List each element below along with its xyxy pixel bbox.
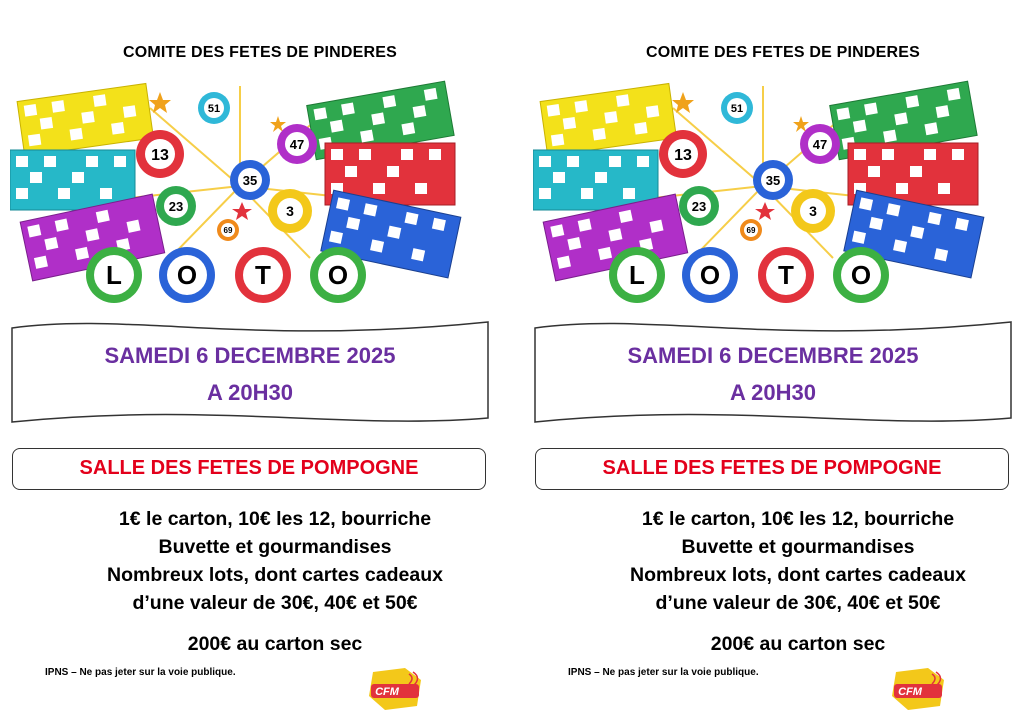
svg-text:35: 35 <box>765 173 781 188</box>
date-banner <box>533 318 1013 430</box>
bingo-balls <box>659 92 840 241</box>
svg-text:L: L <box>629 260 645 290</box>
info-line: 1€ le carton, 10€ les 12, bourriche <box>118 508 432 530</box>
svg-text:O: O <box>176 260 198 290</box>
svg-text:CFM: CFM <box>898 686 922 698</box>
flyer-right <box>533 0 1024 724</box>
svg-text:51: 51 <box>207 103 221 115</box>
svg-text:23: 23 <box>168 199 184 214</box>
svg-text:L: L <box>106 260 122 290</box>
svg-text:51: 51 <box>730 103 744 115</box>
svg-text:O: O <box>699 260 721 290</box>
svg-text:T: T <box>778 260 794 290</box>
svg-text:3: 3 <box>809 203 817 219</box>
cfm-logo-icon <box>888 666 950 712</box>
svg-text:69: 69 <box>223 226 233 235</box>
venue-name: SALLE DES FETES DE POMPOGNE <box>79 457 419 479</box>
svg-text:47: 47 <box>812 137 828 152</box>
ipns-notice: IPNS – Ne pas jeter sur la voie publique. <box>568 667 759 678</box>
info-line: Buvette et gourmandises <box>681 536 915 558</box>
event-time: A 20H30 <box>729 380 816 405</box>
bingo-card-yellow <box>540 84 676 157</box>
svg-text:13: 13 <box>674 147 692 164</box>
info-line: d’une valeur de 30€, 40€ et 50€ <box>132 592 418 614</box>
svg-text:69: 69 <box>746 226 756 235</box>
date-banner <box>10 318 490 430</box>
prize-line: 200€ au carton sec <box>710 633 886 655</box>
prize-line: 200€ au carton sec <box>187 633 363 655</box>
info-line: Nombreux lots, dont cartes cadeaux <box>630 564 966 586</box>
info-line: Buvette et gourmandises <box>158 536 392 558</box>
loto-artwork <box>533 78 1013 310</box>
bingo-card-yellow <box>17 84 153 157</box>
info-line: Nombreux lots, dont cartes cadeaux <box>107 564 443 586</box>
svg-text:CFM: CFM <box>375 686 399 698</box>
svg-text:13: 13 <box>151 147 169 164</box>
cfm-logo-icon <box>365 666 427 712</box>
loto-letter-balls <box>609 247 889 303</box>
flyer-left <box>10 0 510 724</box>
committee-title: COMITE DES FETES DE PINDERES <box>645 44 921 61</box>
svg-text:23: 23 <box>691 199 707 214</box>
loto-letter-balls <box>86 247 366 303</box>
svg-text:O: O <box>327 260 349 290</box>
info-line: 1€ le carton, 10€ les 12, bourriche <box>641 508 955 530</box>
bingo-balls <box>136 92 317 241</box>
committee-title: COMITE DES FETES DE PINDERES <box>122 44 398 61</box>
venue-name: SALLE DES FETES DE POMPOGNE <box>602 457 942 479</box>
svg-text:47: 47 <box>289 137 305 152</box>
ipns-notice: IPNS – Ne pas jeter sur la voie publique. <box>45 667 236 678</box>
svg-text:T: T <box>255 260 271 290</box>
event-time: A 20H30 <box>206 380 293 405</box>
bingo-card-cyan <box>533 150 658 210</box>
svg-text:3: 3 <box>286 203 294 219</box>
event-date: SAMEDI 6 DECEMBRE 2025 <box>104 343 396 368</box>
event-date: SAMEDI 6 DECEMBRE 2025 <box>627 343 919 368</box>
loto-artwork <box>10 78 490 310</box>
svg-text:35: 35 <box>242 173 258 188</box>
info-line: d’une valeur de 30€, 40€ et 50€ <box>655 592 941 614</box>
svg-text:O: O <box>850 260 872 290</box>
bingo-card-cyan <box>10 150 135 210</box>
